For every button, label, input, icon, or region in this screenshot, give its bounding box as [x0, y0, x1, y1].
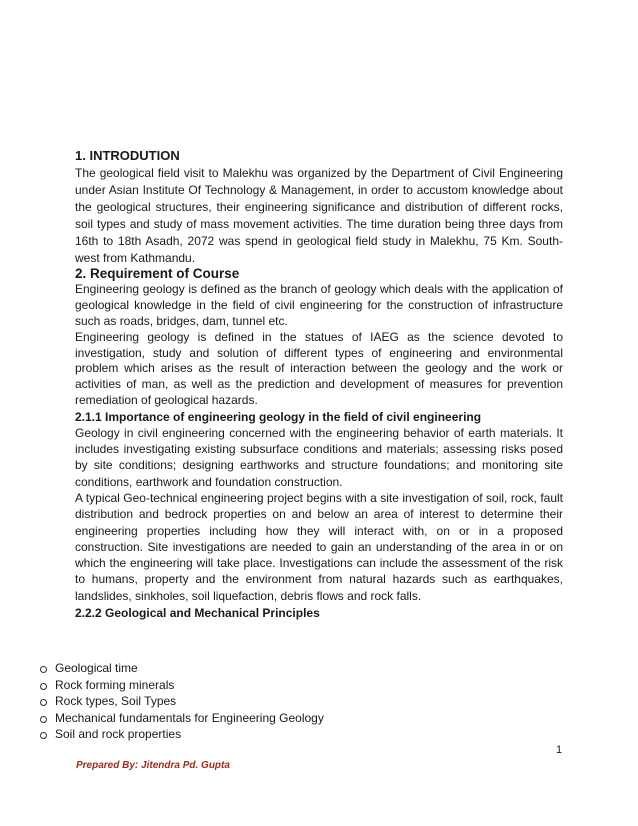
- list-item: Mechanical fundamentals for Engineering Geology: [40, 710, 540, 727]
- requirement-paragraph-1: Engineering geology is defined as the branch of geology which deals with the application of geological knowledge in the field of civil engineering for the construction of infrastructure such as roads, bridges, dam, tunnel etc.: [75, 282, 563, 329]
- importance-block: [75, 425, 563, 604]
- circle-bullet-icon: [40, 683, 47, 690]
- requirement-block: [75, 282, 563, 408]
- section-number: 2: [75, 266, 83, 282]
- circle-bullet-icon: [40, 716, 47, 723]
- circle-bullet-icon: [40, 666, 47, 673]
- list-item: Rock forming minerals: [40, 677, 540, 694]
- section-heading-importance: 2.1.1 Importance of engineering geology in the field of civil engineering: [75, 409, 482, 424]
- intro-paragraph: The geological field visit to Malekhu was organized by the Department of Civil Engineering under Asian Institute Of Technology & Management, in order to accustom knowledge about the geological structures, their engineering significance and distribution of different rocks, soil types and study of mass movement activities. The time duration being three days from 16th to 18th Asadh, 2072 was spend in geological field study in Malekhu, 75 Km. South-west from Kathmandu.: [75, 166, 563, 265]
- footer-author: Prepared By: Jitendra Pd. Gupta: [76, 760, 230, 771]
- section-heading-principles: 2.2.2 Geological and Mechanical Principles: [75, 606, 320, 621]
- circle-bullet-icon: [40, 732, 47, 739]
- list-item: Rock types, Soil Types: [40, 693, 540, 710]
- section-title: . Requirement of Course: [82, 266, 240, 282]
- intro-block: [75, 165, 563, 266]
- section-heading-introduction: 1. INTRODUTION: [75, 148, 180, 163]
- circle-bullet-icon: [40, 699, 47, 706]
- page-number: 1: [556, 744, 563, 756]
- list-item: Soil and rock properties: [40, 726, 540, 743]
- document-body: [75, 147, 563, 621]
- requirement-paragraph-2: Engineering geology is defined in the statues of IAEG as the science devoted to investigation, study and solution of different types of engineering and environmental problem which arises as the result of interaction between the geology and the work or activities of man, as well as the prediction and development of measures for prevention remediation of geological hazards.: [75, 329, 563, 408]
- section-heading-requirement: [75, 266, 563, 282]
- importance-paragraph-2: A typical Geo-technical engineering project begins with a site investigation of soil, rock, fault distribution and bedrock properties on and below an area of interest to determine their engineering properties including how they will interact with, on or in a proposed construction. Site investigations are needed to gain an understanding of the area in or on which the engineering will take place. Investigations can include the assessment of the risk to humans, property and the environment from natural hazards such as earthquakes, landslides, sinkholes, soil liquefaction, debris flows and rock falls.: [75, 491, 563, 603]
- principles-list: [40, 660, 540, 743]
- importance-paragraph-1: Geology in civil engineering concerned with the engineering behavior of earth materials. It includes investigating existing subsurface conditions and materials; assessing risks posed by site conditions; designing earthworks and structure foundations; and monitoring site conditions, earthwork and foundation construction.: [75, 425, 563, 489]
- list-item: Geological time: [40, 660, 540, 677]
